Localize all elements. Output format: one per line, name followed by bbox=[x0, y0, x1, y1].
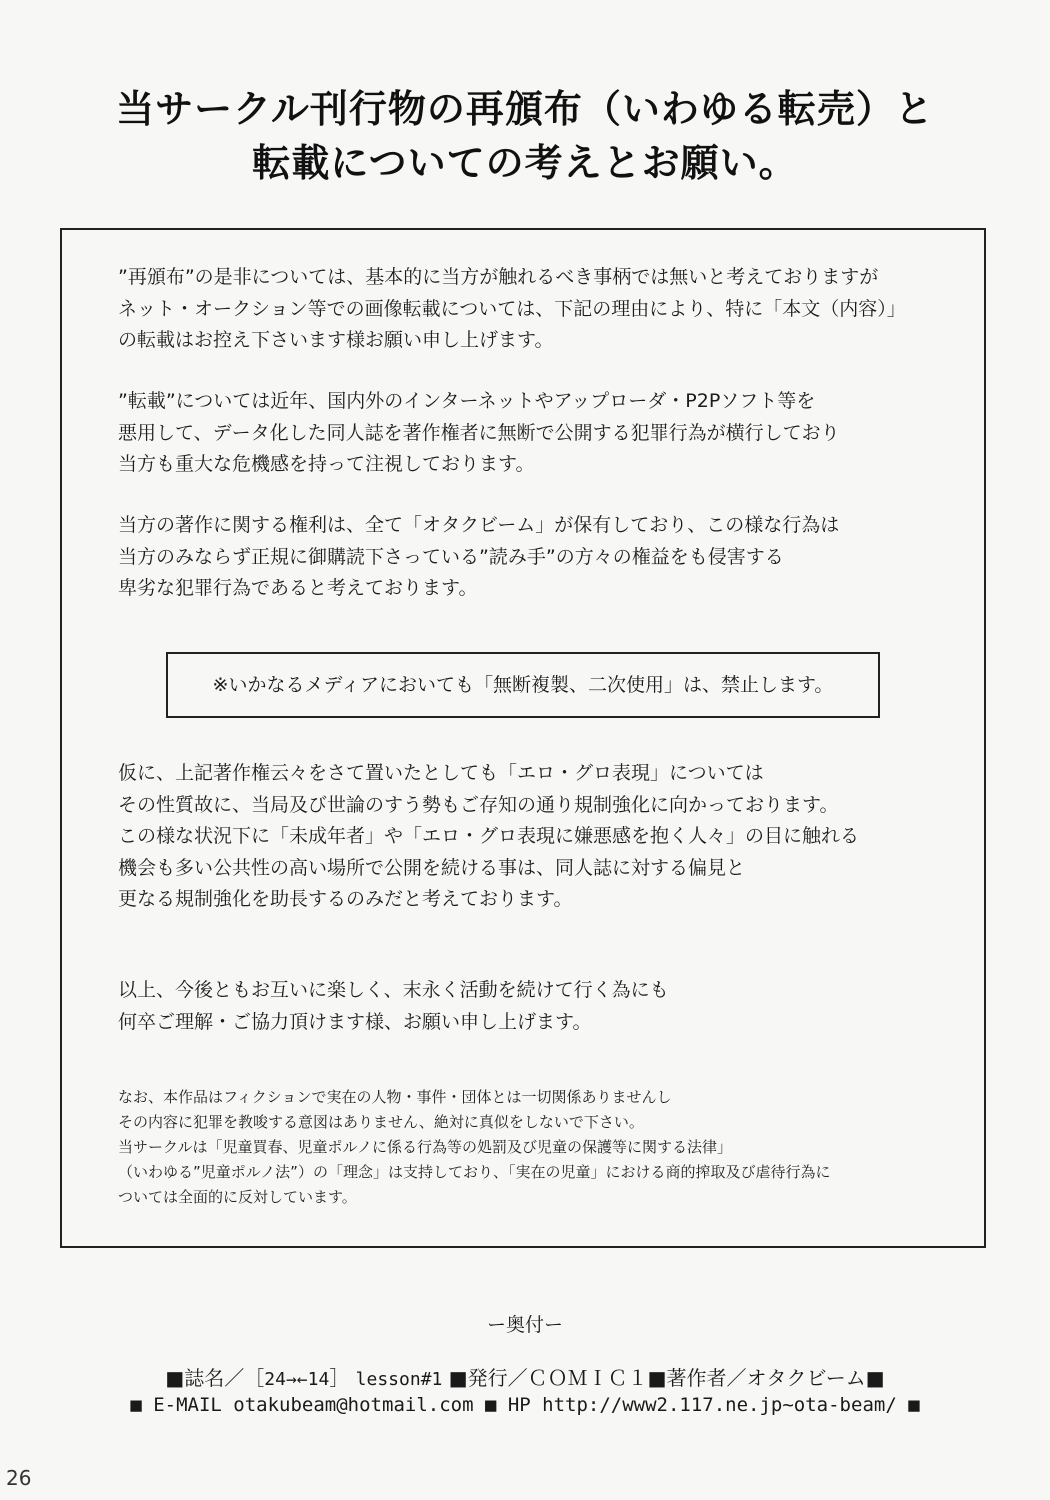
paragraph-closing bbox=[118, 975, 669, 1038]
text-line: 当方のみならず正規に御購読下さっている”読み手”の方々の権益をも侵害する bbox=[118, 545, 784, 568]
text-line: （いわゆる”児童ポルノ法”）の「理念」は支持しており、「実在の児童」における商的搾取及び虐待行為に bbox=[118, 1163, 831, 1181]
paragraph-reposting bbox=[118, 386, 840, 481]
page-number: 26 bbox=[6, 1466, 32, 1490]
text-line: ネット・オークション等での画像転載については、下記の理由により、特に「本文（内容）」 bbox=[118, 297, 906, 320]
paragraph-rights bbox=[118, 510, 839, 605]
text-line: 機会も多い公共性の高い場所で公開を続ける事は、同人誌に対する偏見と bbox=[118, 856, 746, 879]
text-line: ついては全面的に反対しています。 bbox=[118, 1188, 357, 1206]
colophon-credits-line bbox=[0, 1362, 1050, 1391]
text-line: ”転載”については近年、国内外のインターネットやアップローダ・P2Pソフト等を bbox=[118, 390, 816, 412]
text-line: 当方も重大な危機感を持って注視しております。 bbox=[118, 453, 535, 475]
paragraph-regulation bbox=[118, 758, 859, 916]
page-title-line-1: 当サークル刊行物の再頒布（いわゆる転売）と bbox=[116, 87, 934, 131]
colophon-heading: ー奥付ー bbox=[486, 1314, 563, 1336]
colophon-publisher: ■発行／ＣＯＭＩＣ１■著作者／オタクビーム■ bbox=[448, 1366, 885, 1390]
text-line: その内容に犯罪を教唆する意図はありません、絶対に真似をしないで下さい。 bbox=[118, 1113, 644, 1131]
colophon-bracket: ］ bbox=[329, 1366, 350, 1390]
colophon-title-label: ■誌名／［ bbox=[165, 1366, 265, 1390]
text-line: 当方の著作に関する権利は、全て「オタクビーム」が保有しており、この様な行為は bbox=[118, 514, 840, 536]
prohibition-notice-box: ※いかなるメディアにおいても「無断複製、二次使用」は、禁止します。 bbox=[166, 652, 880, 718]
text-line: 卑劣な犯罪行為であると考えております。 bbox=[118, 577, 478, 599]
colophon-contact-line: ■ E-MAIL otakubeam@hotmail.com ■ HP http://www2.117.ne.jp~ota-beam/ ■ bbox=[130, 1394, 920, 1416]
text-line: この様な状況下に「未成年者」や「エロ・グロ表現に嫌悪感を抱く人々」の目に触れる bbox=[118, 825, 860, 847]
text-line: 悪用して、データ化した同人誌を著作権者に無断で公開する犯罪行為が横行しており bbox=[118, 421, 840, 444]
text-line: ”再頒布”の是非については、基本的に当方が触れるべき事柄では無いと考えておりますが bbox=[118, 266, 879, 288]
colophon-lesson: lesson#1 bbox=[355, 1369, 443, 1390]
text-line: の転載はお控え下さいます様お願い申し上げます。 bbox=[118, 329, 554, 351]
disclaimer bbox=[118, 1085, 830, 1210]
text-line: 何卒ご理解・ご協力頂けます様、お願い申し上げます。 bbox=[118, 1010, 592, 1033]
text-line: なお、本作品はフィクションで実在の人物・事件・団体とは一切関係ありませんし bbox=[118, 1088, 672, 1106]
text-line: 更なる規制強化を助長するのみだと考えております。 bbox=[118, 888, 573, 910]
text-line: 当サークルは「児童買春、児童ポルノに係る行為等の処罰及び児童の保護等に関する法律」 bbox=[118, 1138, 732, 1156]
page-title-line-2: 転載についての考えとお願い。 bbox=[252, 141, 798, 185]
text-line: 以上、今後ともお互いに楽しく、末永く活動を続けて行く為にも bbox=[118, 979, 669, 1001]
colophon-title: 24→←14 bbox=[264, 1369, 330, 1390]
paragraph-redistribution bbox=[118, 262, 906, 357]
text-line: その性質故に、当局及び世論のすう勢もご存知の通り規制強化に向かっております。 bbox=[118, 793, 839, 816]
text-line: 仮に、上記著作権云々をさて置いたとしても「エロ・グロ表現」については bbox=[118, 762, 764, 784]
